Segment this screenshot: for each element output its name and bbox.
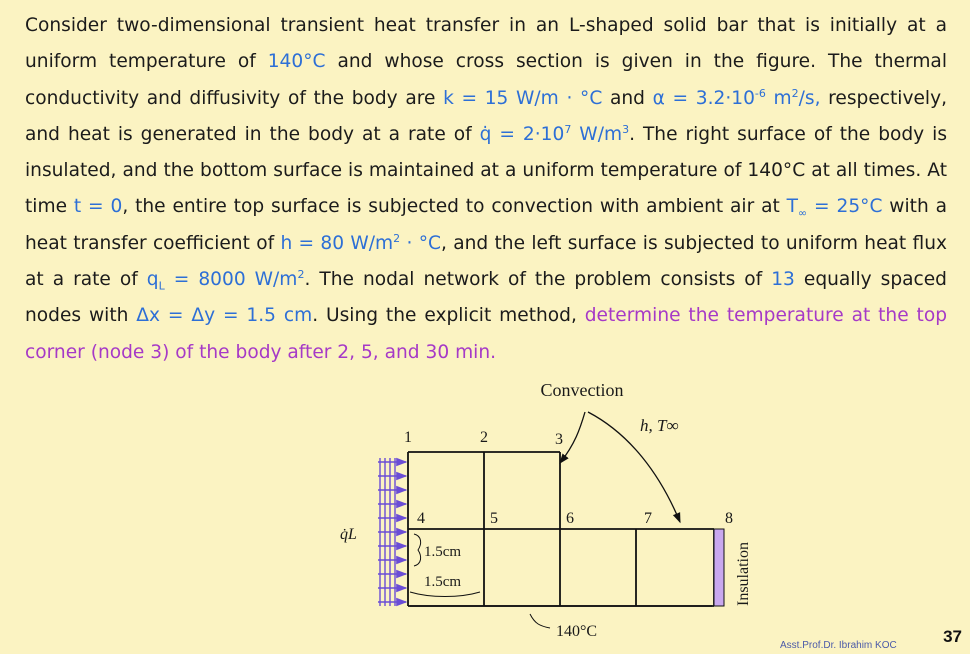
node-label-2: 2	[480, 429, 488, 446]
dx-brace	[410, 592, 480, 597]
text-segment: , and the left surface is subjected to uniform heat flux at a rate of	[25, 232, 948, 291]
dy-label: 1.5cm	[424, 544, 462, 560]
initial-temperature: 140°C	[267, 51, 326, 73]
text-segment: and whose cross section is given in the figure. The thermal conductivity and diffusivity of the body are	[25, 51, 947, 109]
text-segment: equally spaced nodes with	[25, 269, 947, 327]
node-label-8: 8	[725, 510, 733, 527]
heat-generation: q̇ = $2\cdot 10^7$ $W/m^3$	[479, 122, 630, 145]
ambient-temperature: $T_\infty = 25^\circ C$	[786, 196, 883, 221]
heat-flux: $q_L = 8000$ $W/m^2$	[146, 267, 305, 293]
text-segment: . Using the explicit method,	[312, 305, 585, 327]
text-segment: Consider two-dimensional transient heat transfer in an L-shaped solid bar that is initially at a uniform temperature of	[25, 15, 947, 73]
l-shaped-bar-figure	[330, 374, 780, 654]
node-spacing: Δx = Δy = 1.5 cm	[136, 305, 313, 327]
dx-label: 1.5cm	[424, 574, 462, 590]
heat-flux-arrows	[378, 462, 406, 602]
node-label-7: 7	[644, 510, 652, 527]
text-segment: with a heat transfer coefficient of	[25, 196, 948, 254]
problem-statement	[25, 8, 947, 371]
bottom-temp-pointer	[530, 614, 550, 628]
node-label-6: 6	[566, 510, 574, 527]
author-footer: Asst.Prof.Dr. Ibrahim KOC	[780, 640, 897, 651]
time-zero: t = 0	[73, 196, 123, 218]
text-segment: respectively, and heat is generated in the body at a rate of	[25, 87, 947, 145]
text-segment: . The nodal network of the problem consists of	[304, 269, 772, 291]
node-label-3: 3	[555, 431, 563, 448]
convection-arrow-node3	[560, 412, 585, 463]
text-segment: . The right surface of the body is insulated, and the bottom surface is maintained at a uniform temperature of 140°C at all times. At time	[25, 123, 948, 218]
dy-brace	[414, 534, 421, 566]
thermal-conductivity: k = 15 W/m · °C	[443, 87, 603, 109]
heat-transfer-coefficient: h = 80 $W/m^2 \cdot ^\circ C$	[280, 231, 441, 254]
heat-flux-label: q̇L	[340, 526, 357, 543]
node-label-4: 4	[417, 510, 425, 527]
insulation-strip	[714, 529, 724, 606]
node-count: 13	[771, 269, 795, 291]
text-segment: and	[602, 87, 653, 109]
text-segment: , the entire top surface is subjected to convection with ambient air at	[122, 196, 787, 218]
thermal-diffusivity: $\alpha = 3.2\cdot 10^{-6}$ $m^2/s$,	[652, 86, 821, 109]
task-statement: determine the temperature at the top corner (node 3) of the body after 2, 5, and 30 min.	[25, 305, 947, 363]
node-label-5: 5	[490, 510, 498, 527]
bottom-temperature-label: 140°C	[556, 623, 598, 640]
insulation-label: Insulation	[735, 542, 752, 606]
h-tinf-label: h, T∞	[640, 416, 679, 435]
node-label-1: 1	[404, 429, 412, 446]
convection-label: Convection	[540, 380, 624, 400]
page-number: 37	[943, 627, 962, 646]
